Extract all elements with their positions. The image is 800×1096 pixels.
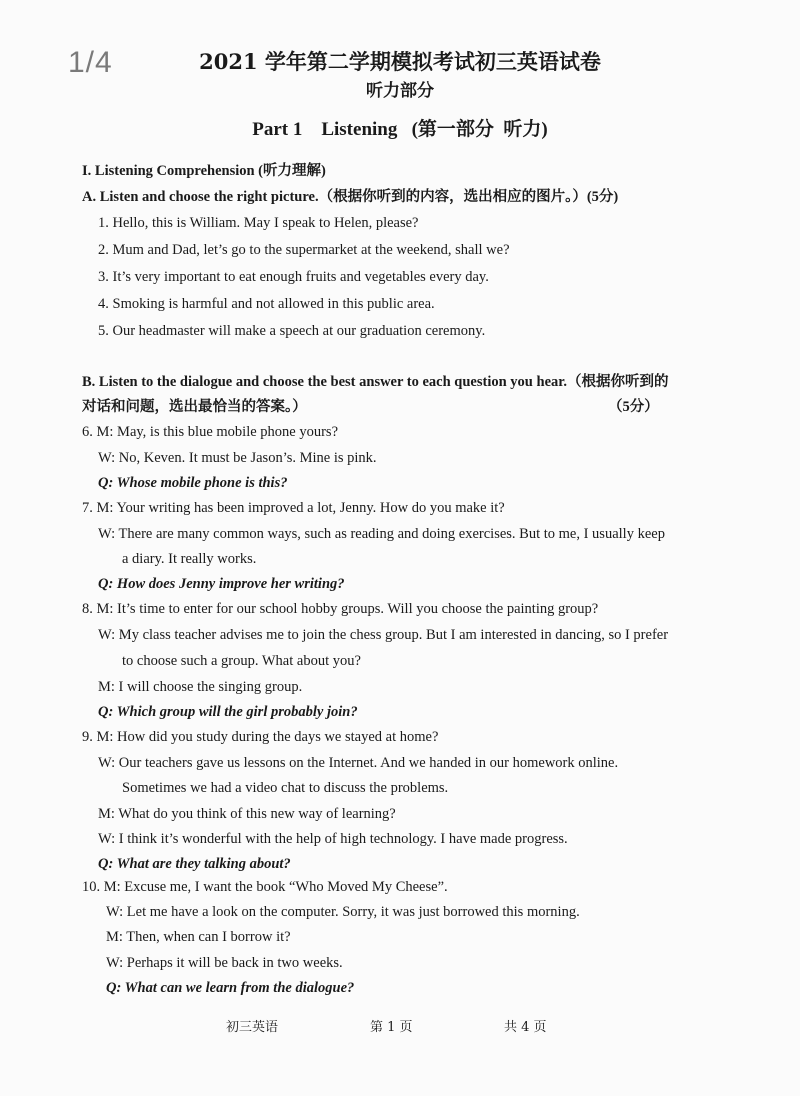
- dialogue-7-line: W: There are many common ways, such as reading and doing exercises. But to me, I usually keep: [98, 526, 665, 542]
- dialogue-9-line: W: Our teachers gave us lessons on the Internet. And we handed in our homework online.: [98, 755, 619, 771]
- dialogue-7-line: 7. M: Your writing has been improved a lot, Jenny. How do you make it?: [82, 500, 505, 516]
- dialogue-6-line: 6. M: May, is this blue mobile phone yours?: [82, 424, 339, 440]
- dialogue-6-line: W: No, Keven. It must be Jason’s. Mine is pink.: [98, 450, 377, 466]
- footer-total-pages: 共 4 页: [504, 1020, 547, 1035]
- item-a-5: 5. Our headmaster will make a speech at our graduation ceremony.: [98, 323, 486, 339]
- dialogue-8-line: W: My class teacher advises me to join the chess group. But I am interested in dancing, so I prefer: [98, 627, 669, 643]
- page-indicator: 1/4: [68, 46, 113, 79]
- item-a-1: 1. Hello, this is William. May I speak to Helen, please?: [98, 215, 419, 231]
- section-b-heading: B. Listen to the dialogue and choose the best answer to each question you hear.（根据你听到的: [82, 374, 669, 390]
- dialogue-8-question: Q: Which group will the girl probably join?: [98, 704, 358, 720]
- dialogue-9-question: Q: What are they talking about?: [98, 856, 291, 872]
- exam-title: 2021 学年第二学期模拟考试初三英语试卷: [199, 49, 601, 74]
- dialogue-10-line: W: Perhaps it will be back in two weeks.: [106, 955, 343, 971]
- item-a-3: 3. It’s very important to eat enough fruits and vegetables every day.: [98, 269, 489, 285]
- dialogue-9-line: Sometimes we had a video chat to discuss the problems.: [122, 780, 449, 796]
- dialogue-9-line: W: I think it’s wonderful with the help of high technology. I have made progress.: [98, 831, 568, 847]
- footer-page-number: 第 1 页: [370, 1020, 413, 1035]
- footer-subject: 初三英语: [226, 1020, 279, 1035]
- section-b-points: （5分）: [608, 399, 659, 415]
- section-i-heading: I. Listening Comprehension (听力理解): [82, 163, 326, 179]
- dialogue-7-question: Q: How does Jenny improve her writing?: [98, 576, 345, 592]
- dialogue-10-line: W: Let me have a look on the computer. Sorry, it was just borrowed this morning.: [106, 904, 580, 920]
- item-a-2: 2. Mum and Dad, let’s go to the supermarket at the weekend, shall we?: [98, 242, 510, 258]
- dialogue-8-line: 8. M: It’s time to enter for our school hobby groups. Will you choose the painting group?: [82, 601, 599, 617]
- dialogue-7-line: a diary. It really works.: [122, 551, 257, 567]
- section-a-heading: A. Listen and choose the right picture.（根据你听到的内容，选出相应的图片。）(5分): [82, 189, 619, 205]
- exam-subtitle: 听力部分: [366, 81, 434, 101]
- item-a-4: 4. Smoking is harmful and not allowed in this public area.: [98, 296, 435, 312]
- part-heading: Part 1 Listening (第一部分 听力): [252, 119, 548, 140]
- dialogue-10-line: 10. M: Excuse me, I want the book “Who Moved My Cheese”.: [82, 879, 448, 895]
- dialogue-8-line: M: I will choose the singing group.: [98, 679, 303, 695]
- dialogue-10-line: M: Then, when can I borrow it?: [106, 929, 291, 945]
- section-b-heading-cont: 对话和问题，选出最恰当的答案。）: [82, 399, 307, 415]
- dialogue-9-line: 9. M: How did you study during the days we stayed at home?: [82, 729, 439, 745]
- dialogue-10-question: Q: What can we learn from the dialogue?: [106, 980, 355, 996]
- dialogue-9-line: M: What do you think of this new way of learning?: [98, 806, 396, 822]
- dialogue-8-line: to choose such a group. What about you?: [122, 653, 361, 669]
- dialogue-6-question: Q: Whose mobile phone is this?: [98, 475, 288, 491]
